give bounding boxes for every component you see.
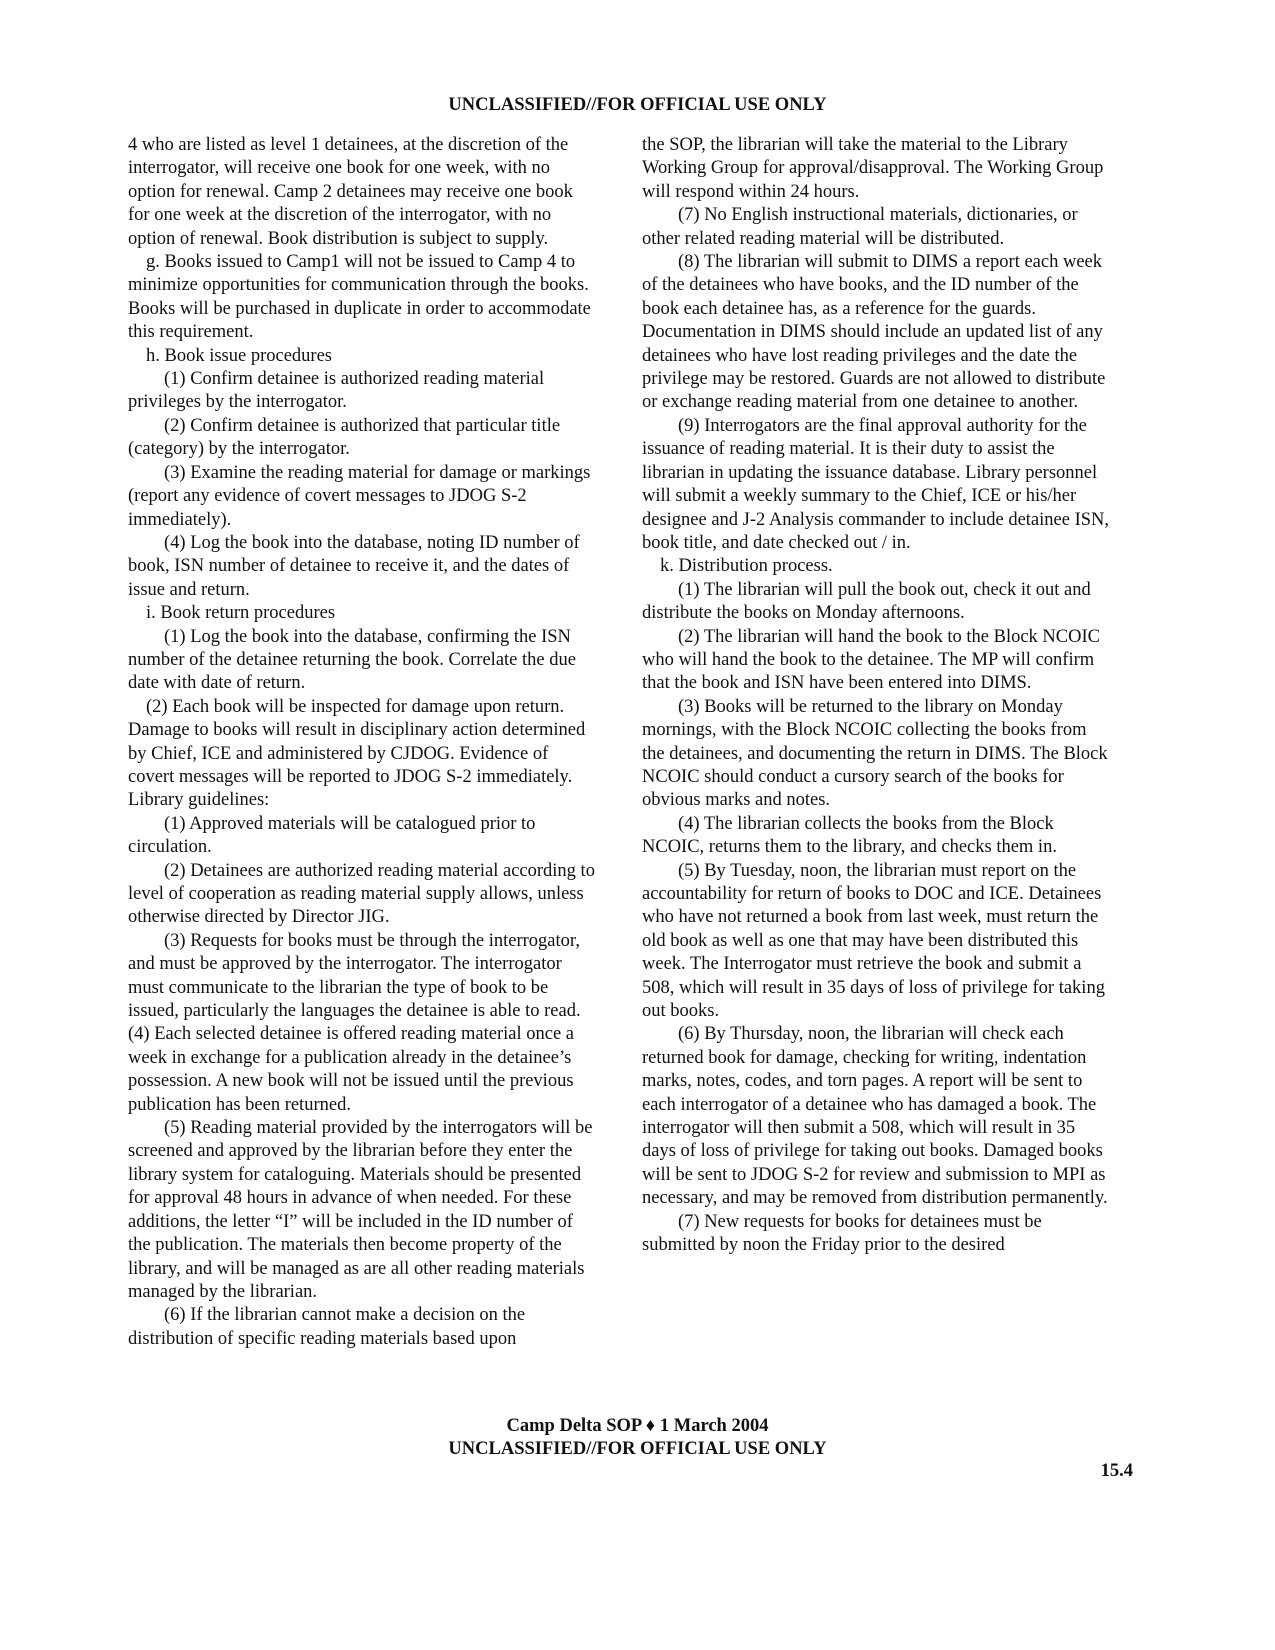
paragraph: (6) If the librarian cannot make a decision on the distribution of specific reading materials based upon [128, 1305, 526, 1349]
paragraph: (7) No English instructional materials, dictionaries, or other related reading material will be distributed. [642, 205, 1078, 249]
paragraph: 4 who are listed as level 1 detainees, at the discretion of the interrogator, will receive one book for one week, with no option for renewal. Camp 2 detainees may receive one book for one week at the discretion of the interrogator, with no option of renewal. Book distribution is subject to supply. [128, 135, 573, 249]
paragraph: (2) Each book will be inspected for damage upon return. Damage to books will result in disciplinary action determined by Chief, ICE and administered by CJDOG. Evidence of covert messages will be reported to JDOG S-2 immediately. Library guidelines: [128, 696, 586, 811]
paragraph: (7) New requests for books for detainees must be submitted by noon the Friday prior to the desired [642, 1211, 1042, 1256]
paragraph: (5) By Tuesday, noon, the librarian must report on the accountability for return of books to DOC and ICE. Detainees who have not returned a book from last week, must return the old book as well as one that may have been distributed this week. The Interrogator must retrieve the book and submit a 508, which will result in 35 days of loss of privilege for taking out books. [642, 860, 1105, 1022]
paragraph: (8) The librarian will submit to DIMS a report each week of the detainees who have books, and the ID number of the book each detainee has, as a reference for the guards. Documentation in DIMS should include an updated list of any detainees who have lost reading privileges and the date the privilege may be restored. Guards are not allowed to distribute or exchange reading material from one detainee to another. [642, 252, 1106, 413]
paragraph: (1) The librarian will pull the book out, check it out and distribute the books on Monday afternoons. [642, 579, 1091, 624]
paragraph: the SOP, the librarian will take the material to the Library Working Group for approval/disapproval. The Working Group will respond within 24 hours. [642, 135, 1104, 202]
paragraph: (2) The librarian will hand the book to the Block NCOIC who will hand the book to the detainee. The MP will confirm that the book and ISN have been entered into DIMS. [642, 626, 1100, 694]
paragraph: (2) Detainees are authorized reading material according to level of cooperation as reading material supply allows, unless otherwise directed by Director JIG. [128, 860, 595, 928]
paragraph: (2) Confirm detainee is authorized that particular title (category) by the interrogator. [128, 415, 561, 460]
classification-header: UNCLASSIFIED//FOR OFFICIAL USE ONLY [448, 95, 827, 115]
paragraph: h. Book issue procedures [146, 345, 332, 366]
paragraph: (4) The librarian collects the books from the Block NCOIC, returns them to the library, and checks them in. [642, 813, 1057, 858]
paragraph: (1) Confirm detainee is authorized reading material privileges by the interrogator. [128, 369, 545, 413]
page-number: 15.4 [1100, 1461, 1133, 1481]
paragraph: (3) Requests for books must be through the interrogator, and must be approved by the interrogator. The interrogator must communicate to the librarian the type of book to be issued, particularly the languages the detainee is able to read.(4) Each selected detainee is offered reading material once a week in exchange for a publication already in the detainee’s possession. A new book will not be issued until the previous publication has been returned. [128, 930, 581, 1115]
paragraph: (9) Interrogators are the final approval authority for the issuance of reading material. It is their duty to assist the librarian in updating the issuance database. Library personnel will submit a weekly summary to the Chief, ICE or his/her designee and J-2 Analysis commander to include detainee ISN, book title, and date checked out / in. [642, 415, 1109, 553]
paragraph: (5) Reading material provided by the interrogators will be screened and approved by the librarian before they enter the library system for cataloguing. Materials should be presented for approval 48 hours in advance of when needed. For these additions, the letter “I” will be included in the ID number of the publication. The materials then become property of the library, and will be managed as are all other reading materials managed by the librarian. [128, 1118, 593, 1302]
footer-title: Camp Delta SOP ♦ 1 March 2004 [506, 1416, 769, 1436]
classification-footer: UNCLASSIFIED//FOR OFFICIAL USE ONLY [448, 1439, 827, 1459]
left-column [128, 134, 598, 1351]
paragraph: k. Distribution process. [660, 556, 833, 577]
paragraph: i. Book return procedures [146, 603, 336, 624]
paragraph: (3) Examine the reading material for damage or markings (report any evidence of covert messages to JDOG S-2 immediately). [128, 462, 591, 530]
right-column [642, 134, 1112, 1258]
paragraph: (1) Approved materials will be catalogued prior to circulation. [128, 813, 536, 858]
paragraph: g. Books issued to Camp1 will not be issued to Camp 4 to minimize opportunities for communication through the books. Books will be purchased in duplicate in order to accommodate this requirement. [128, 252, 591, 343]
paragraph: (1) Log the book into the database, confirming the ISN number of the detainee returning the book. Correlate the due date with date of return. [128, 626, 576, 694]
paragraph: (4) Log the book into the database, noting ID number of book, ISN number of detainee to receive it, and the dates of issue and return. [128, 532, 580, 600]
paragraph: (6) By Thursday, noon, the librarian will check each returned book for damage, checking for writing, indentation marks, notes, codes, and torn pages. A report will be sent to each interrogator of a detainee who has damaged a book. The interrogator will then submit a 508, which will result in 35 days of loss of privilege for taking out books. Damaged books will be sent to JDOG S-2 for review and submission to MPI as necessary, and may be removed from distribution permanently. [642, 1024, 1108, 1209]
paragraph: (3) Books will be returned to the library on Monday mornings, with the Block NCOIC collecting the books from the detainees, and documenting the return in DIMS. The Block NCOIC should conduct a cursory search of the books for obvious marks and notes. [642, 696, 1108, 811]
